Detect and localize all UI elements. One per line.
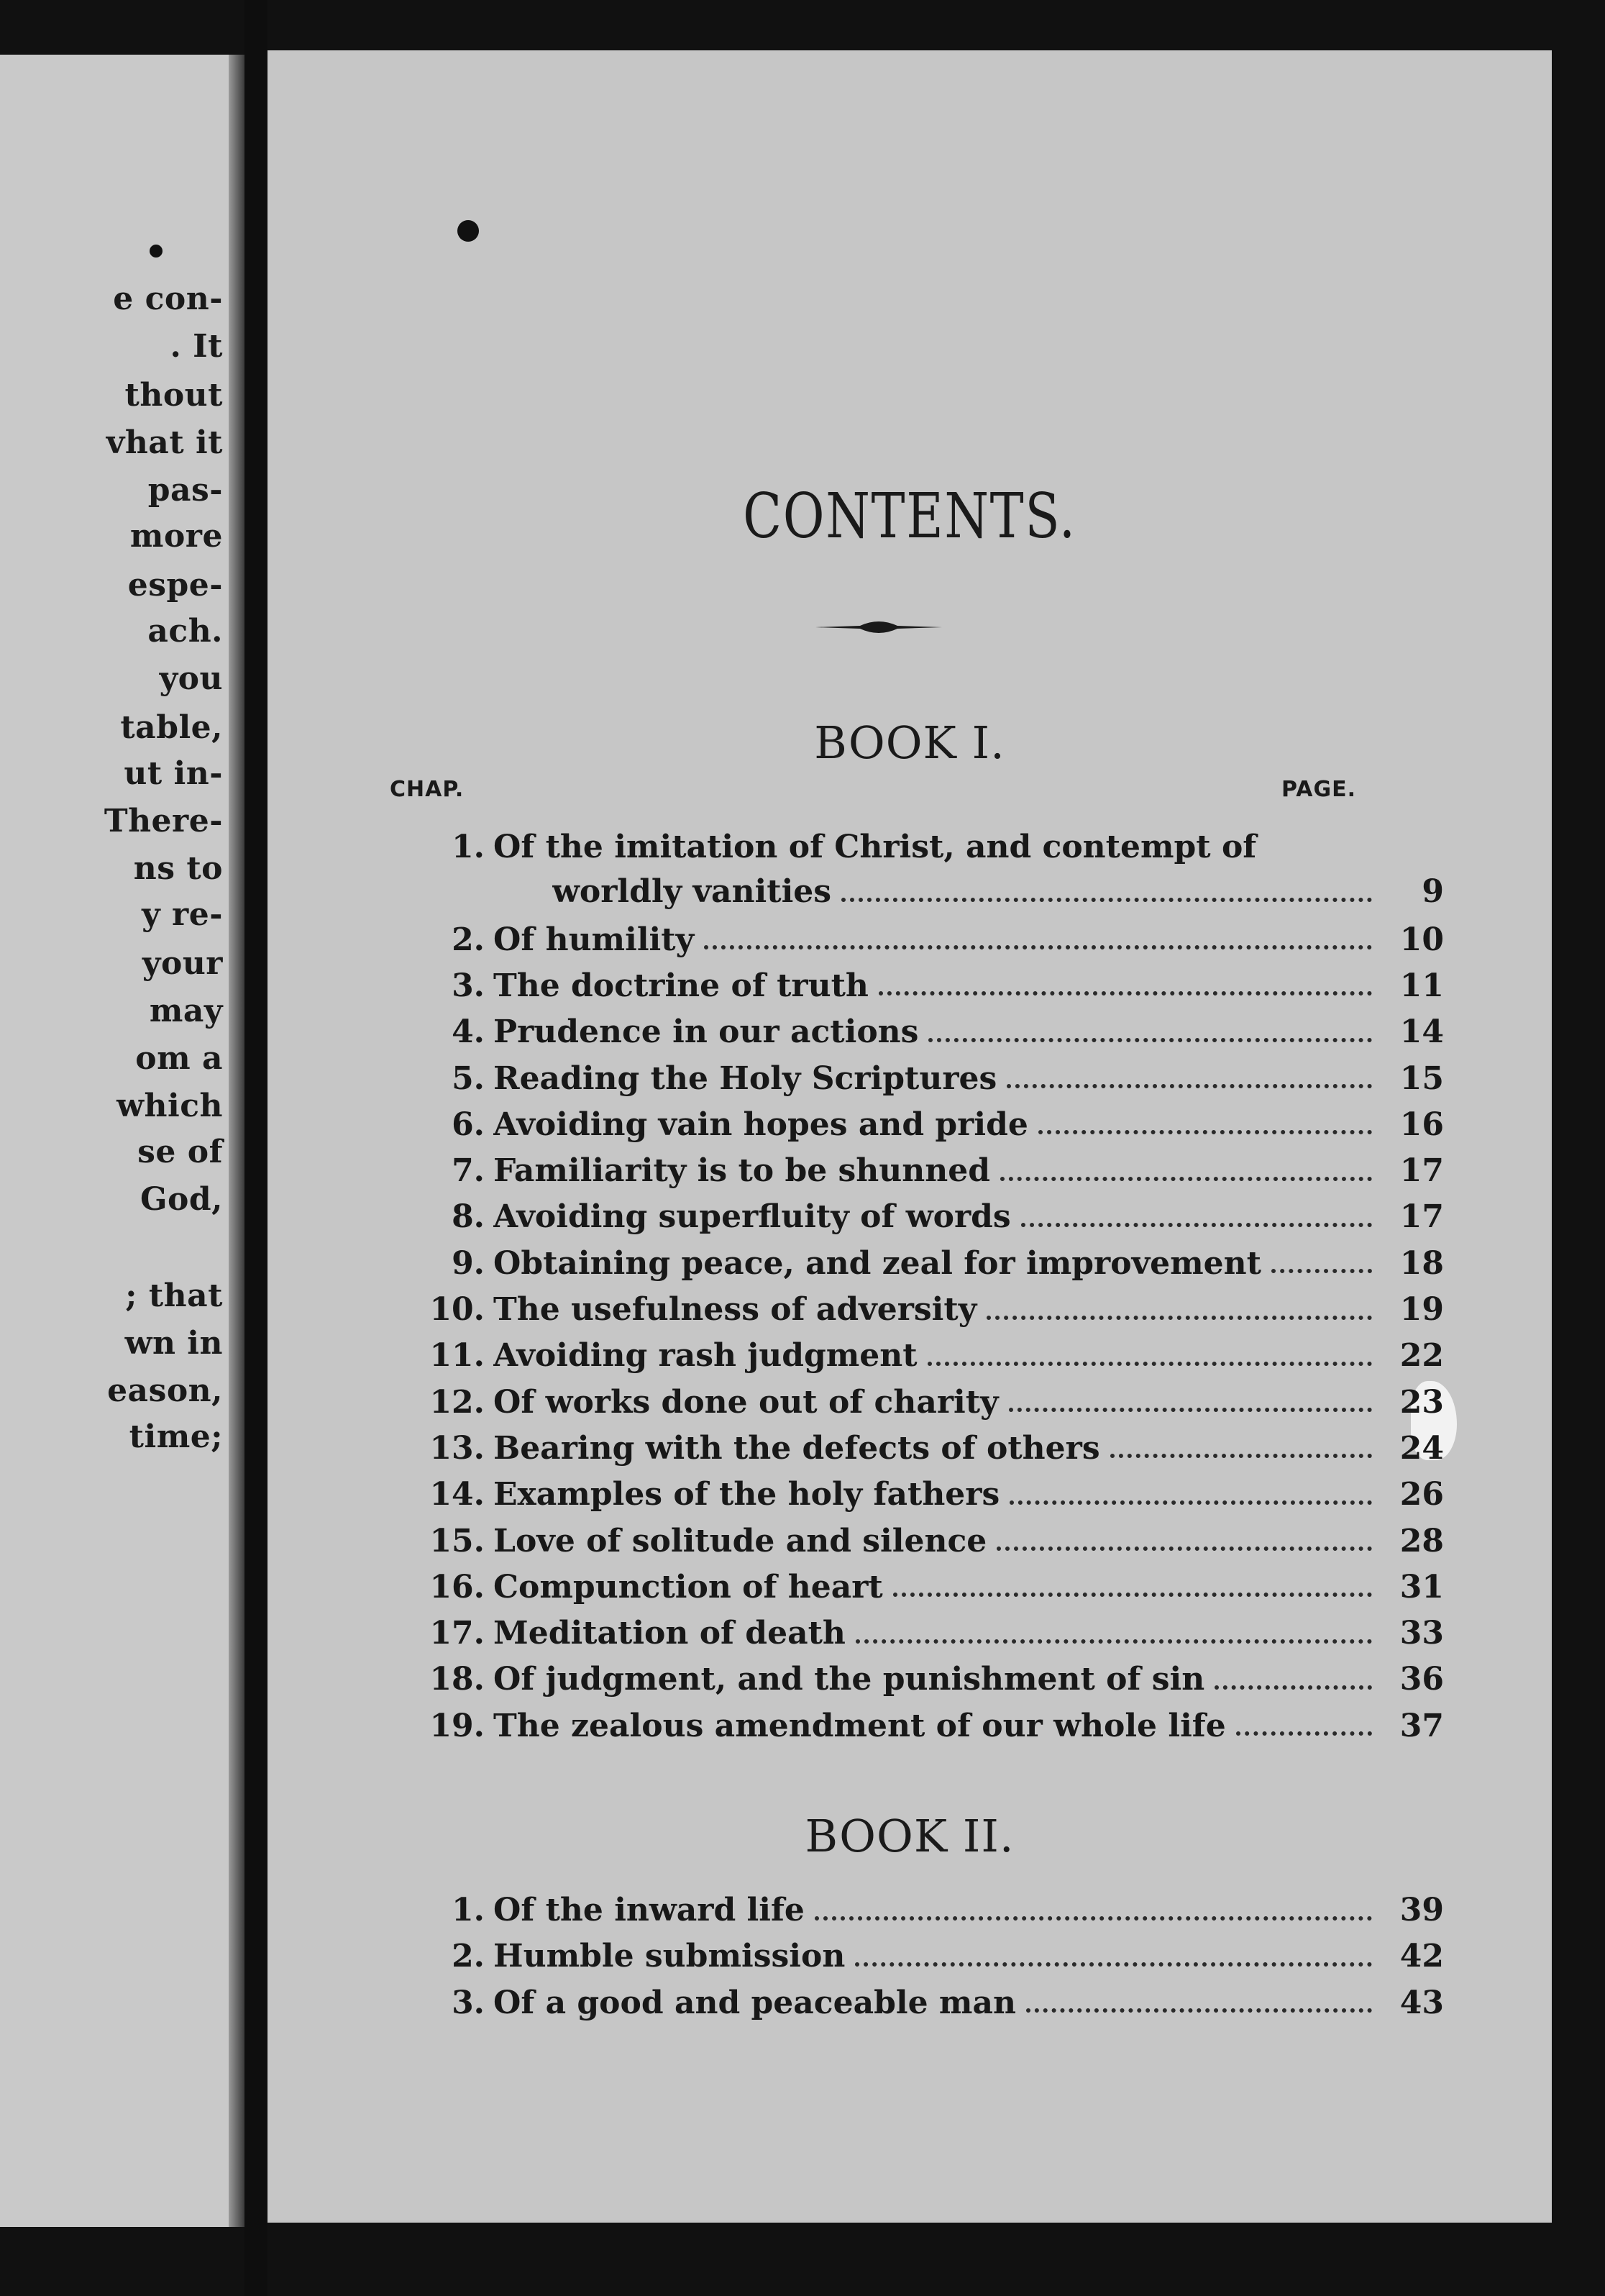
page-number: 28 <box>1399 1522 1444 1559</box>
chapter-number: 2. <box>452 921 485 958</box>
chapter-title: Love of solitude and silence <box>493 1522 987 1559</box>
book-heading: BOOK I. <box>814 716 1005 769</box>
dot-leader <box>704 945 1372 949</box>
page-number: 42 <box>1399 1938 1444 1975</box>
page-column-header: PAGE. <box>1281 777 1356 802</box>
chapter-title: Meditation of death <box>493 1615 846 1652</box>
left-page-line: wn in <box>124 1325 223 1362</box>
toc-entry <box>268 829 1552 910</box>
chapter-number: 10. <box>429 1291 485 1328</box>
left-page-line: time; <box>129 1418 223 1455</box>
chapter-title: The usefulness of adversity <box>493 1291 977 1328</box>
left-page-line: table, <box>120 709 223 746</box>
left-page-line: . It <box>170 328 223 365</box>
chapter-number: 8. <box>452 1198 485 1236</box>
toc-entry <box>268 1661 1552 1705</box>
chapter-title-continuation: worldly vanities <box>552 873 832 910</box>
left-page-line: thout <box>124 377 223 414</box>
chapter-title: Avoiding vain hopes and pride <box>493 1106 1028 1143</box>
left-page-line: om a <box>135 1040 223 1077</box>
page-number: 39 <box>1399 1892 1444 1928</box>
chapter-title: Of the imitation of Christ, and contempt of <box>493 829 1257 865</box>
chapter-title: Obtaining peace, and zeal for improvement <box>493 1244 1261 1282</box>
chapter-number: 1. <box>452 1892 485 1928</box>
chapter-number: 9. <box>452 1244 485 1282</box>
chapter-title: Avoiding superfluity of words <box>493 1198 1011 1236</box>
chapter-number: 18. <box>429 1661 485 1698</box>
left-page-line: ach. <box>147 613 223 650</box>
left-page-line: your <box>142 945 223 982</box>
page-number: 17 <box>1399 1198 1444 1236</box>
chapter-title-line <box>493 1106 1372 1143</box>
chapter-title: The doctrine of truth <box>493 967 869 1004</box>
dot-leader <box>815 1916 1372 1921</box>
chapter-title-line <box>493 1291 1372 1328</box>
toc-entry <box>268 1615 1552 1659</box>
chapter-number: 7. <box>452 1152 485 1190</box>
ink-spot <box>457 220 479 242</box>
toc-entry <box>268 1337 1552 1382</box>
dot-leader <box>1000 1177 1372 1181</box>
page-number: 10 <box>1399 921 1444 958</box>
page-title: CONTENTS. <box>743 480 1076 552</box>
dot-leader <box>1026 2008 1372 2013</box>
chapter-title: Of a good and peaceable man <box>493 1984 1016 2021</box>
ink-spot <box>150 245 163 258</box>
chapter-title-line <box>493 1708 1372 1744</box>
book-gutter <box>244 0 268 2296</box>
chapter-title-line <box>493 1152 1372 1189</box>
dot-leader <box>1110 1454 1372 1458</box>
page-number: 33 <box>1399 1615 1444 1652</box>
left-page-line: vhat it <box>106 424 223 461</box>
left-page-line: espe- <box>127 567 223 603</box>
chapter-title-line <box>493 1245 1372 1282</box>
dot-leader <box>1009 1408 1372 1412</box>
chapter-title: Humble submission <box>493 1938 846 1975</box>
chapter-number: 14. <box>429 1476 485 1513</box>
book-heading: BOOK II. <box>805 1810 1015 1862</box>
dot-leader <box>1038 1130 1372 1134</box>
page-number: 43 <box>1399 1984 1444 2021</box>
dot-leader <box>987 1316 1372 1320</box>
page-number: 24 <box>1399 1429 1444 1467</box>
chapter-title-line <box>493 1523 1372 1559</box>
toc-entry <box>268 1152 1552 1197</box>
toc-entry <box>268 1430 1552 1475</box>
chapter-title-line <box>493 1013 1372 1050</box>
page-number: 11 <box>1399 967 1444 1004</box>
page-number: 23 <box>1399 1383 1444 1421</box>
chapter-title-line <box>493 1985 1372 2021</box>
left-page-line: There- <box>104 803 223 839</box>
toc-entry <box>268 1013 1552 1058</box>
left-page-line: se of <box>137 1134 223 1170</box>
chapter-number: 11. <box>429 1337 485 1375</box>
page-edge-shadow <box>229 55 244 2227</box>
chapter-number: 6. <box>452 1106 485 1143</box>
chapter-title: Reading the Holy Scriptures <box>493 1060 997 1097</box>
toc-entry <box>268 1938 1552 1982</box>
toc-entry <box>268 921 1552 966</box>
page-number: 14 <box>1399 1013 1444 1051</box>
toc-entry <box>268 1523 1552 1567</box>
left-page-line: may <box>149 993 223 1029</box>
page-number: 26 <box>1399 1476 1444 1513</box>
chapter-title: Of humility <box>493 921 695 958</box>
dot-leader <box>1236 1731 1372 1736</box>
left-page-line: eason, <box>107 1372 223 1409</box>
chapter-number: 13. <box>429 1429 485 1467</box>
page-number: 18 <box>1399 1244 1444 1282</box>
chapter-title: Of the inward life <box>493 1892 805 1928</box>
dot-leader <box>893 1593 1372 1597</box>
left-page-line: ; that <box>125 1277 223 1314</box>
toc-entry <box>268 1892 1552 1936</box>
left-page-line: pas- <box>147 472 223 509</box>
chapter-title-line <box>493 829 1372 865</box>
chapter-title: Familiarity is to be shunned <box>493 1152 991 1190</box>
dot-leader <box>928 1362 1372 1366</box>
left-page-line: you <box>159 660 223 697</box>
chapter-title: The zealous amendment of our whole life <box>493 1707 1226 1744</box>
chapter-title-line <box>493 1198 1372 1235</box>
page-number: 22 <box>1399 1337 1444 1375</box>
chapter-title: Of judgment, and the punishment of sin <box>493 1661 1205 1698</box>
chapter-title-continuation-line <box>552 873 1372 910</box>
chapter-title-line <box>493 921 1372 958</box>
dot-leader <box>855 1962 1372 1967</box>
chapter-title-line <box>493 1476 1372 1513</box>
toc-entry <box>268 1708 1552 1752</box>
chapter-title: Avoiding rash judgment <box>493 1337 918 1375</box>
dot-leader <box>1271 1269 1372 1273</box>
left-page-line: more <box>129 518 223 555</box>
chapter-title-line <box>493 1337 1372 1374</box>
page-number: 9 <box>1422 873 1444 910</box>
left-page-line: y re- <box>142 896 223 933</box>
page-number: 15 <box>1399 1060 1444 1097</box>
page-number: 19 <box>1399 1291 1444 1328</box>
chapter-number: 2. <box>452 1938 485 1975</box>
chapter-column-header: CHAP. <box>390 777 465 802</box>
left-page-line: e con- <box>113 281 223 317</box>
chapter-number: 19. <box>429 1707 485 1744</box>
page-number: 36 <box>1399 1661 1444 1698</box>
dot-leader <box>841 898 1372 902</box>
left-page-line: which <box>116 1088 223 1124</box>
chapter-number: 5. <box>452 1060 485 1097</box>
toc-entry <box>268 1198 1552 1243</box>
chapter-title: Examples of the holy fathers <box>493 1476 1000 1513</box>
chapter-title-line <box>493 1661 1372 1698</box>
dot-leader <box>879 991 1372 996</box>
dot-leader <box>1215 1685 1372 1690</box>
ornament-rule-icon <box>815 616 942 639</box>
dot-leader <box>928 1038 1372 1042</box>
chapter-title-line <box>493 967 1372 1004</box>
toc-entry <box>268 1476 1552 1521</box>
page-number: 37 <box>1399 1707 1444 1744</box>
left-facing-page <box>0 55 244 2227</box>
chapter-title-line <box>493 1430 1372 1467</box>
toc-entry <box>268 1291 1552 1336</box>
toc-entry <box>268 1569 1552 1613</box>
chapter-title-line <box>493 1384 1372 1421</box>
dot-leader <box>1007 1084 1372 1088</box>
chapter-number: 15. <box>429 1522 485 1559</box>
page-number: 17 <box>1399 1152 1444 1190</box>
chapter-number: 3. <box>452 1984 485 2021</box>
left-page-line: ns to <box>133 850 223 887</box>
contents-page <box>268 50 1552 2223</box>
chapter-title: Of works done out of charity <box>493 1383 999 1421</box>
chapter-number: 1. <box>452 829 485 865</box>
chapter-title-line <box>493 1569 1372 1605</box>
dot-leader <box>1010 1500 1372 1505</box>
toc-entry <box>268 1384 1552 1429</box>
chapter-title-line <box>493 1892 1372 1928</box>
chapter-number: 4. <box>452 1013 485 1051</box>
chapter-number: 12. <box>429 1383 485 1421</box>
chapter-number: 3. <box>452 967 485 1004</box>
dot-leader <box>856 1639 1372 1644</box>
toc-entry <box>268 1060 1552 1105</box>
page-number: 16 <box>1399 1106 1444 1143</box>
chapter-title-line <box>493 1060 1372 1097</box>
chapter-title-line <box>493 1615 1372 1652</box>
toc-entry <box>268 1106 1552 1151</box>
left-page-line: God, <box>140 1181 223 1218</box>
chapter-title: Bearing with the defects of others <box>493 1429 1100 1467</box>
chapter-title-line <box>493 1938 1372 1974</box>
chapter-number: 16. <box>429 1568 485 1605</box>
dot-leader <box>1021 1223 1372 1227</box>
chapter-title: Compunction of heart <box>493 1568 883 1605</box>
toc-entry <box>268 1985 1552 2029</box>
toc-entry <box>268 1245 1552 1290</box>
chapter-number: 17. <box>429 1615 485 1652</box>
toc-entry <box>268 967 1552 1012</box>
page-number: 31 <box>1399 1568 1444 1605</box>
dot-leader <box>997 1546 1372 1551</box>
left-page-line: ut in- <box>124 755 223 792</box>
chapter-title: Prudence in our actions <box>493 1013 919 1051</box>
